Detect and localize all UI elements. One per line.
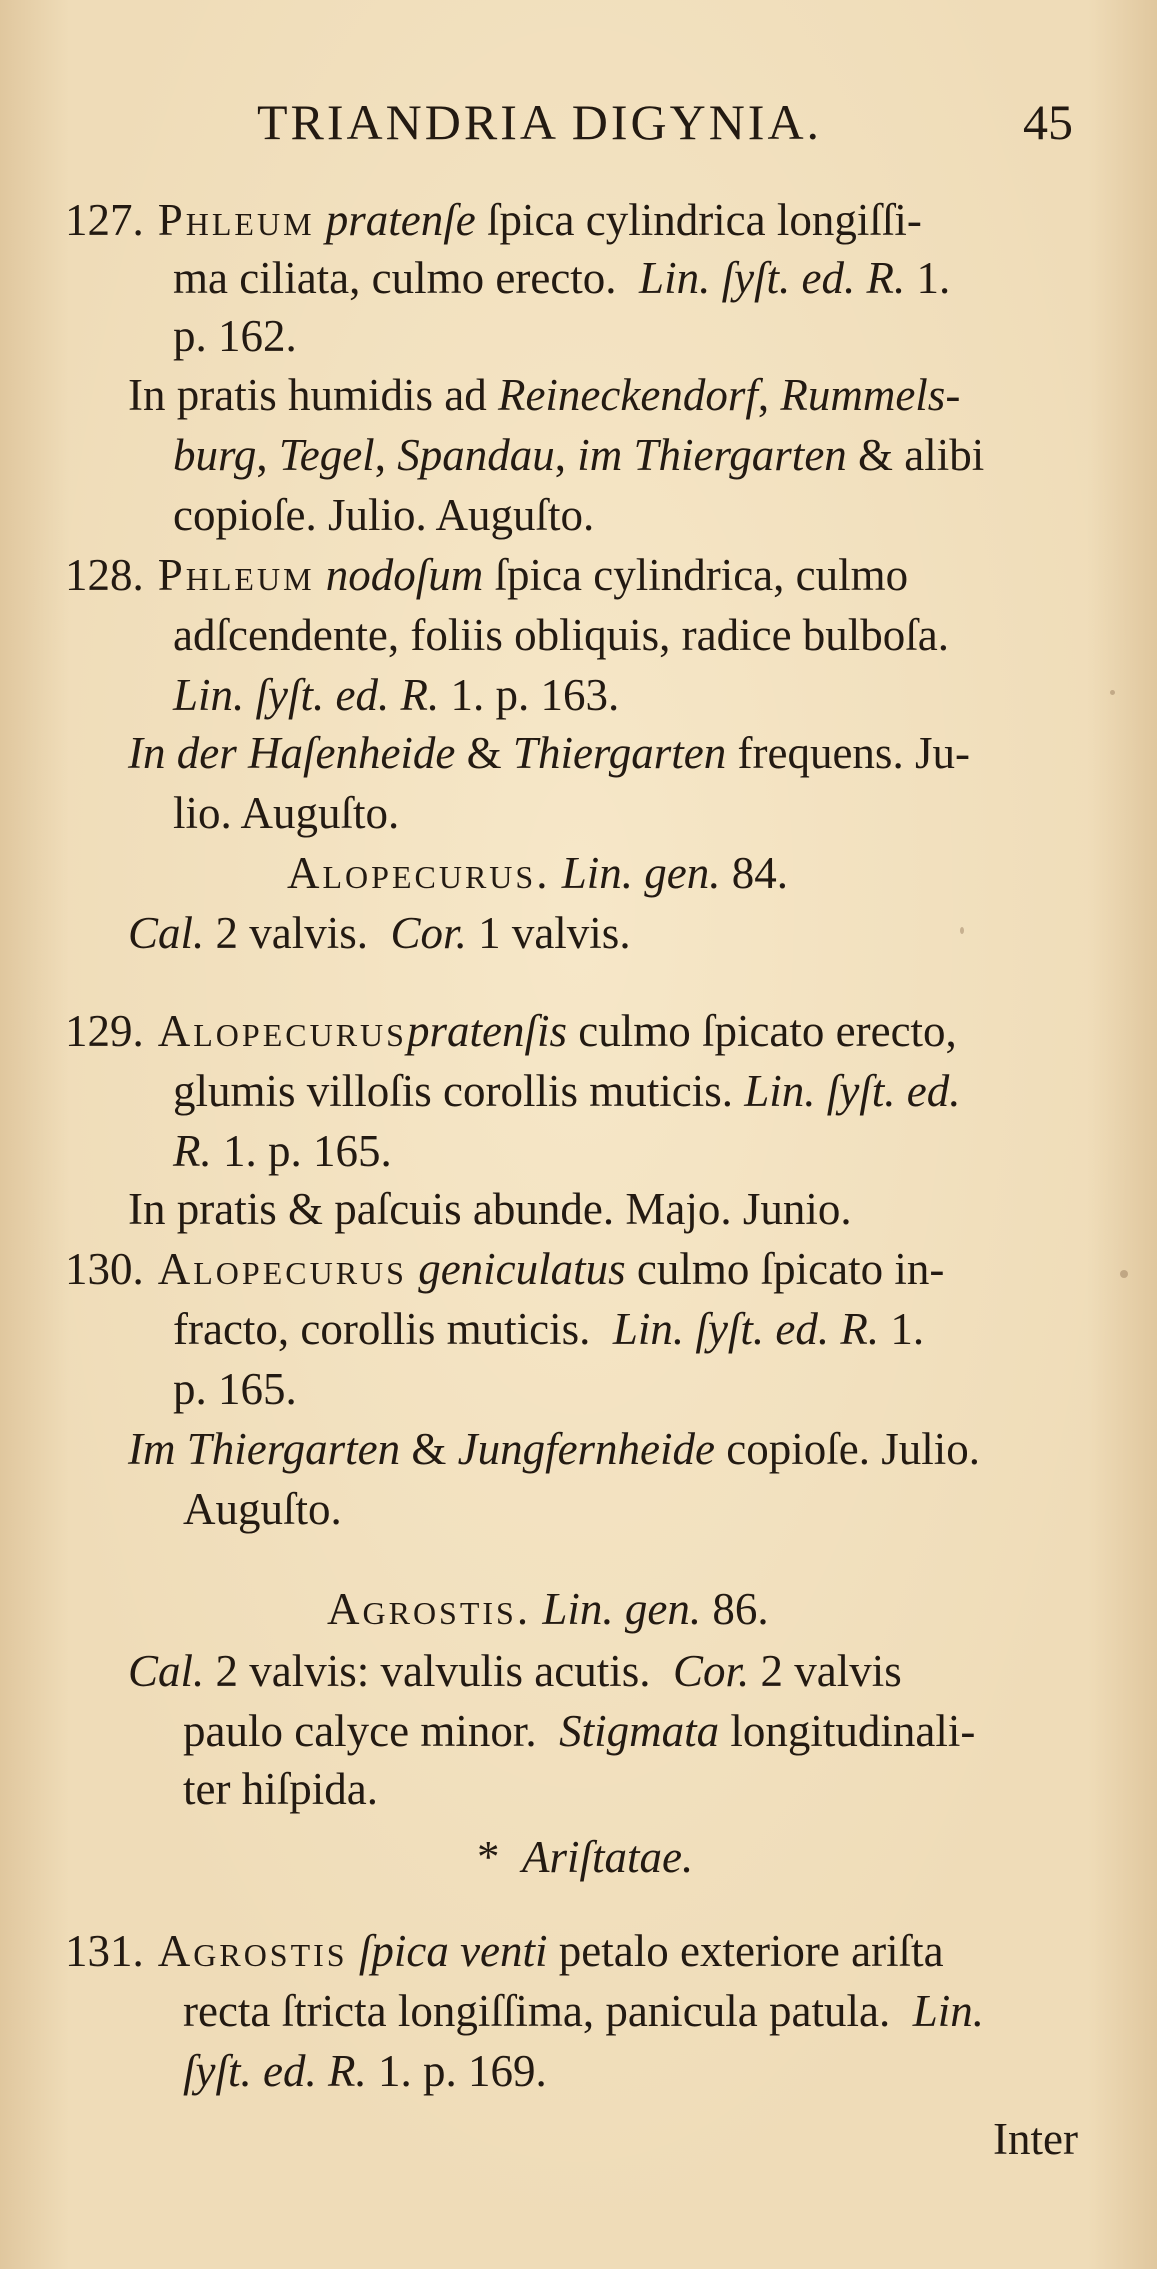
entry-131-line-3 [183, 2043, 547, 2099]
reference-text: Lin. ſyſt. ed. [744, 1066, 961, 1116]
character-text: ter hiſpida. [183, 1764, 378, 1814]
entry-128-habitat-1 [128, 725, 970, 781]
habitat-text: copioſe. Julio. Auguſto. [173, 490, 595, 540]
habitat-text: In pratis & paſcuis abunde. Majo. Junio. [128, 1184, 852, 1234]
entry-127-line-1 [65, 192, 922, 248]
description-text: ſpica cylindrica, culmo [494, 550, 909, 600]
punctuation: , [374, 430, 386, 480]
locality-name: im Thiergarten [577, 430, 847, 480]
description-text: recta ſtricta longiſſima, panicula patula. [183, 1986, 891, 2036]
genus-name: Phleum [157, 195, 315, 245]
entry-number: 130. [65, 1244, 144, 1294]
species-epithet: ſpica venti [358, 1926, 548, 1976]
running-head: TRIANDRIA DIGYNIA. [257, 94, 823, 150]
description-text: ſpica cylindrica longiſſi- [487, 195, 922, 245]
genus-reference: Lin. gen. [561, 848, 721, 898]
genus-character-agrostis-2 [183, 1703, 975, 1759]
locality-name: Rummels- [780, 370, 961, 420]
genus-heading-name: Alopecurus. [287, 848, 551, 898]
species-epithet: pratenſis [406, 1006, 567, 1056]
punctuation: , [757, 370, 770, 420]
reference-page: 1. p. 165. [223, 1126, 392, 1176]
genus-name: Agrostis [157, 1926, 348, 1976]
locality-name: In der Haſenheide [128, 728, 456, 778]
species-epithet: nodoſum [325, 550, 484, 600]
reference-page: 1. p. 169. [377, 2046, 547, 2096]
reference-number: 1. [916, 253, 951, 303]
entry-number: 128. [65, 550, 144, 600]
genus-character-alopecurus [128, 905, 631, 961]
division-label: Ariſtatae. [522, 1832, 694, 1882]
reference-page: p. 162. [173, 311, 297, 361]
genus-heading-agrostis [327, 1581, 769, 1637]
entry-129-line-3 [173, 1123, 392, 1179]
character-text: 1 valvis. [478, 908, 631, 958]
habitat-text: In pratis humidis ad [128, 370, 487, 420]
entry-127-line-2 [173, 250, 950, 306]
locality-name: burg [173, 430, 257, 480]
locality-name: Reineckendorf [497, 370, 758, 420]
entry-number: 127. [65, 195, 144, 245]
genus-name: Phleum [157, 550, 315, 600]
asterisk-icon: * [477, 1832, 500, 1882]
reference-text: Lin. [912, 1986, 984, 2036]
locality-name: Jungfernheide [457, 1424, 716, 1474]
entry-129-line-2 [173, 1063, 961, 1119]
entry-128-line-3 [173, 667, 619, 723]
genus-heading-alopecurus [287, 845, 788, 901]
character-label: Stigmata [559, 1706, 720, 1756]
genus-name: Alopecurus [157, 1244, 407, 1294]
character-label: Cor. [672, 1646, 750, 1696]
locality-name: Tegel [278, 430, 375, 480]
description-text: glumis villoſis corollis muticis. [173, 1066, 734, 1116]
entry-130-habitat-2 [183, 1481, 342, 1537]
genus-number: 86. [712, 1584, 769, 1634]
habitat-text: & [411, 1424, 447, 1474]
division-heading [477, 1829, 693, 1885]
habitat-text: Auguſto. [183, 1484, 342, 1534]
entry-128-line-1 [65, 547, 908, 603]
genus-number: 84. [731, 848, 788, 898]
entry-129-line-1 [65, 1003, 957, 1059]
locality-name: Spandau [397, 430, 555, 480]
genus-reference: Lin. gen. [542, 1584, 702, 1634]
genus-character-agrostis-1 [128, 1643, 902, 1699]
habitat-text: & [466, 728, 502, 778]
reference-text: R. [173, 1126, 212, 1176]
reference-page: p. 165. [173, 1364, 297, 1414]
reference-text: Lin. ſyſt. ed. R. [173, 670, 440, 720]
character-text: paulo calyce minor. [183, 1706, 537, 1756]
entry-128-line-2 [173, 607, 949, 663]
reference-text: Lin. ſyſt. ed. R. [639, 253, 906, 303]
genus-heading-name: Agrostis. [327, 1584, 532, 1634]
entry-128-habitat-2 [173, 785, 399, 841]
paper-speck [960, 927, 964, 934]
punctuation: , [256, 430, 268, 480]
habitat-text: copioſe. Julio. [726, 1424, 980, 1474]
character-text: 2 valvis [760, 1646, 902, 1696]
paper-speck [1110, 690, 1115, 695]
species-epithet: pratenſe [325, 195, 476, 245]
entry-130-line-1 [65, 1241, 944, 1297]
entry-131-line-1 [65, 1923, 944, 1979]
entry-number: 131. [65, 1926, 144, 1976]
locality-name: Thiergarten [512, 728, 727, 778]
entry-131-line-2 [183, 1983, 984, 2039]
page-header [0, 92, 1157, 152]
catchword [993, 2111, 1078, 2167]
character-text: 2 valvis: valvulis acutis. [215, 1646, 651, 1696]
entry-127-line-3 [173, 308, 297, 364]
genus-character-agrostis-3 [183, 1761, 378, 1817]
reference-text: Lin. ſyſt. ed. R. [612, 1304, 880, 1354]
character-text: 2 valvis. [215, 908, 369, 958]
character-text: longitudinali- [730, 1706, 976, 1756]
paper-speck [1120, 1270, 1128, 1278]
description-text: culmo ſpicato in- [636, 1244, 945, 1294]
habitat-text: lio. Auguſto. [173, 788, 400, 838]
habitat-text: & alibi [858, 430, 985, 480]
reference-text: ſyſt. ed. R. [183, 2046, 367, 2096]
description-text: fracto, corollis muticis. [173, 1304, 591, 1354]
reference-number: 1. [890, 1304, 925, 1354]
character-label: Cor. [390, 908, 467, 958]
punctuation: , [554, 430, 566, 480]
habitat-text: frequens. Ju- [737, 728, 970, 778]
reference-page: 1. p. 163. [450, 670, 620, 720]
entry-127-habitat-2 [173, 427, 984, 483]
genus-name: Alopecurus [157, 1006, 407, 1056]
description-text: culmo ſpicato erecto, [578, 1006, 957, 1056]
description-text: adſcendente, foliis obliquis, radice bulboſa. [173, 610, 950, 660]
catchword-text: Inter [993, 2114, 1078, 2164]
description-text: ma ciliata, culmo erecto. [173, 253, 617, 303]
entry-127-habitat-1 [128, 367, 960, 423]
page-number: 45 [1023, 94, 1073, 150]
entry-130-habitat-1 [128, 1421, 980, 1477]
locality-name: Im Thiergarten [128, 1424, 401, 1474]
character-label: Cal. [128, 908, 205, 958]
entry-129-habitat-1 [128, 1181, 852, 1237]
entry-127-habitat-3 [173, 487, 594, 543]
species-epithet: geniculatus [418, 1244, 626, 1294]
entry-number: 129. [65, 1006, 144, 1056]
entry-130-line-2 [173, 1301, 924, 1357]
character-label: Cal. [128, 1646, 205, 1696]
entry-130-line-3 [173, 1361, 297, 1417]
description-text: petalo exteriore ariſta [558, 1926, 944, 1976]
